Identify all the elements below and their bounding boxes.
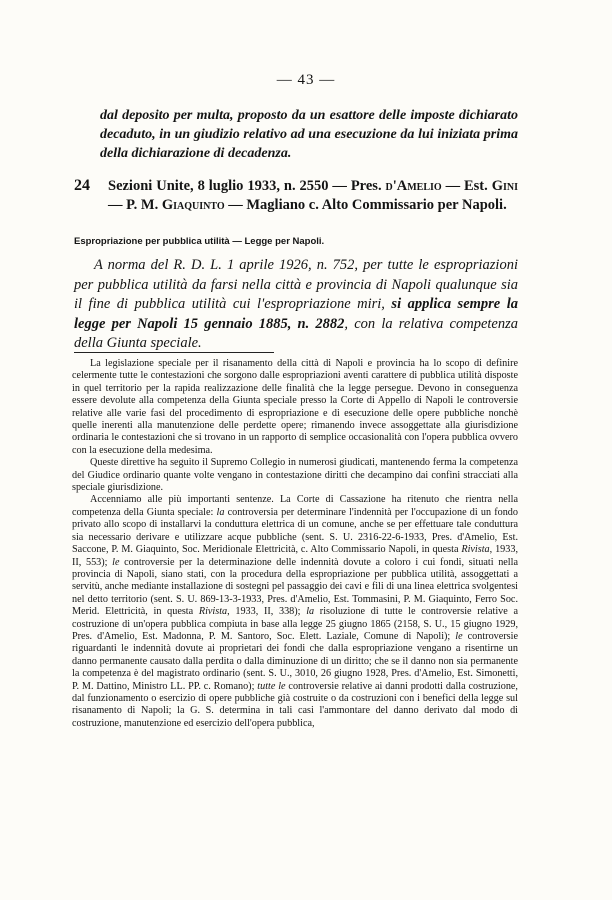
note-text: controversie relative ai danni prodotti dalla costruzione, dal funzionamento o esercizio di opere pubbliche già costruite o da costruzioni con i benefici della legge sul risanamento di Napoli; la G. S. determina in tali casi l'ammontare del danno derivato dal modo di costruzione, manutenzione ed esercizio dell'opera pubblica, xyxy=(72,680,518,729)
note-italic: le xyxy=(455,630,463,642)
note-paragraph-2: Queste direttive ha seguito il Supremo Collegio in numerosi giudicati, mantenendo ferma la competenza del Giudice ordinario quante volte vengano in contestazione diritti che decampino dai confini stracciati alla speciale giurisdizione. xyxy=(72,457,518,494)
case-parties: — Magliano c. Alto Commissario per Napoli. xyxy=(224,197,507,213)
case-est-label: — Est. xyxy=(441,178,492,194)
note-italic: le xyxy=(112,556,120,568)
note-text: Accenniamo alle più importanti sentenze. La Corte di Cassazione ha ritenuto che rientra nella competenza della Giunta speciale: xyxy=(72,494,518,518)
case-court-date: Sezioni Unite, 8 luglio 1933, n. 2550 — Pres. xyxy=(108,178,386,194)
maxim-part-3: , con la relativa competenza della Giunta speciale. xyxy=(74,315,518,351)
note-italic: la xyxy=(306,606,315,618)
note-text: controversie riguardanti le indennità dovute ai proprietari dei fondi che dalla espropriazione vengano a risentirne un danno permanente causato dalla perdita o dalla diminuzione di un diritto; che se il danno non sia permanente la competenza è del magistrato ordinario (sent. S. U., 3010, 26 giugno 1928, Pres. d'Amelio, Est. Simonetti, P. M. Dattino, Ministro LL. PP. c. Romano); xyxy=(72,630,518,692)
note-text: , 1933, II, 338); xyxy=(227,606,307,618)
case-pm: Giaquinto xyxy=(161,197,225,213)
case-president: d'Amelio xyxy=(385,178,442,194)
note-text: controversia per determinare l'indennità per l'occupazione di un fondo privato allo scopo di installarvi la conduttura elettrica di un comune, anche se per effettuare tale conduttura sia necessario derivare e utilizzare acque pubbliche (sent. S. U. 2316-22-6-1933, Pres. d'Amelio, Est. Saccone, P. M. Giaquinto, Soc. Meridionale Elettricità, c. Alto Commissario Napoli, in questa xyxy=(72,506,518,556)
note-italic: tutte le xyxy=(257,680,286,692)
previous-maxim-ending: dal deposito per multa, proposto da un esattore delle imposte dichiarato decaduto, in un giudizio relativo ad una esecuzione da lui iniziata prima della dichiarazione di decadenza. xyxy=(100,108,518,161)
note-text: , 1933, II, 553); xyxy=(72,544,518,568)
note-italic: la xyxy=(216,506,225,518)
note-italic: Rivista xyxy=(198,606,228,618)
note-text: controversie per la determinazione delle indennità dovute a coloro i cui fondi, situati nella provincia di Napoli, siano stati, con la procedura della espropriazione per pubblica utilità, assoggettati a servitù, anche mediante installazione di sostegni pel passaggio dei cavi e fili di una linea elettrica svolgentesi nel detto territorio (sent. S. U. 869-13-3-1933, Pres. d'Amelio, Est. Tommasini, P. M. Giaquinto, Ferro Soc. Merid. Elettricità, in questa xyxy=(72,556,518,618)
case-number: 24 xyxy=(74,177,90,194)
case-estensore: Gini xyxy=(491,178,518,194)
note-paragraph-1: La legislazione speciale per il risanamento della città di Napoli e provincia ha lo scopo di definire celermente tutte le contestazioni che sorgono dalle espropriazioni aventi carattere di pubblica utilità disposte in quel territorio per la rapida realizzazione delle finalità che la legge persegue. Devono in conseguenza essere devolute alla competenza della Giunta speciale presso la Corte di Appello di Napoli le controversie relative alle varie fasi del procedimento di espropriazione e di esecuzione delle opere pubbliche nonchè quelle inerenti alla manutenzione delle perdette opere; rimanendo invece assoggettate alla giurisdizione ordinaria le contestazioni che si trovano in un rapporto di semplice occasionalità con l'opera pubblica ovvero con la esecuzione della medesima. xyxy=(72,358,518,456)
legal-maxim xyxy=(74,256,518,354)
commentary-notes xyxy=(72,358,518,730)
case-citation xyxy=(108,177,518,215)
note-text: risoluzione di tutte le controversie relative a costruzione di un'opera pubblica compiuta in base alla legge 25 giugno 1865 (2158, S. U., 15 giugno 1929, Pres. d'Amelio, Est. Madonna, P. M. Santoro, Soc. Elett. Laziale, Comune di Napoli); xyxy=(72,606,518,642)
maxim-part-1: A norma del R. D. L. 1 aprile 1926, n. 752, per tutte le espropriazioni per pubblica utilità da farsi nella città e provincia di Napoli qualunque sia il fine di pubblica utilità cui l'espropriazione miri, xyxy=(74,257,518,312)
note-paragraph-3 xyxy=(72,494,518,730)
divider-rule xyxy=(74,352,274,353)
maxim-part-2: si applica sempre la legge per Napoli 15 gennaio 1885, n. 2882 xyxy=(74,296,518,332)
subject-heading: Espropriazione per pubblica utilità — Legge per Napoli. xyxy=(74,236,325,247)
note-italic: Rivista xyxy=(461,544,490,556)
case-pm-label: — P. M. xyxy=(108,197,162,213)
page-number: — 43 — xyxy=(276,72,336,88)
